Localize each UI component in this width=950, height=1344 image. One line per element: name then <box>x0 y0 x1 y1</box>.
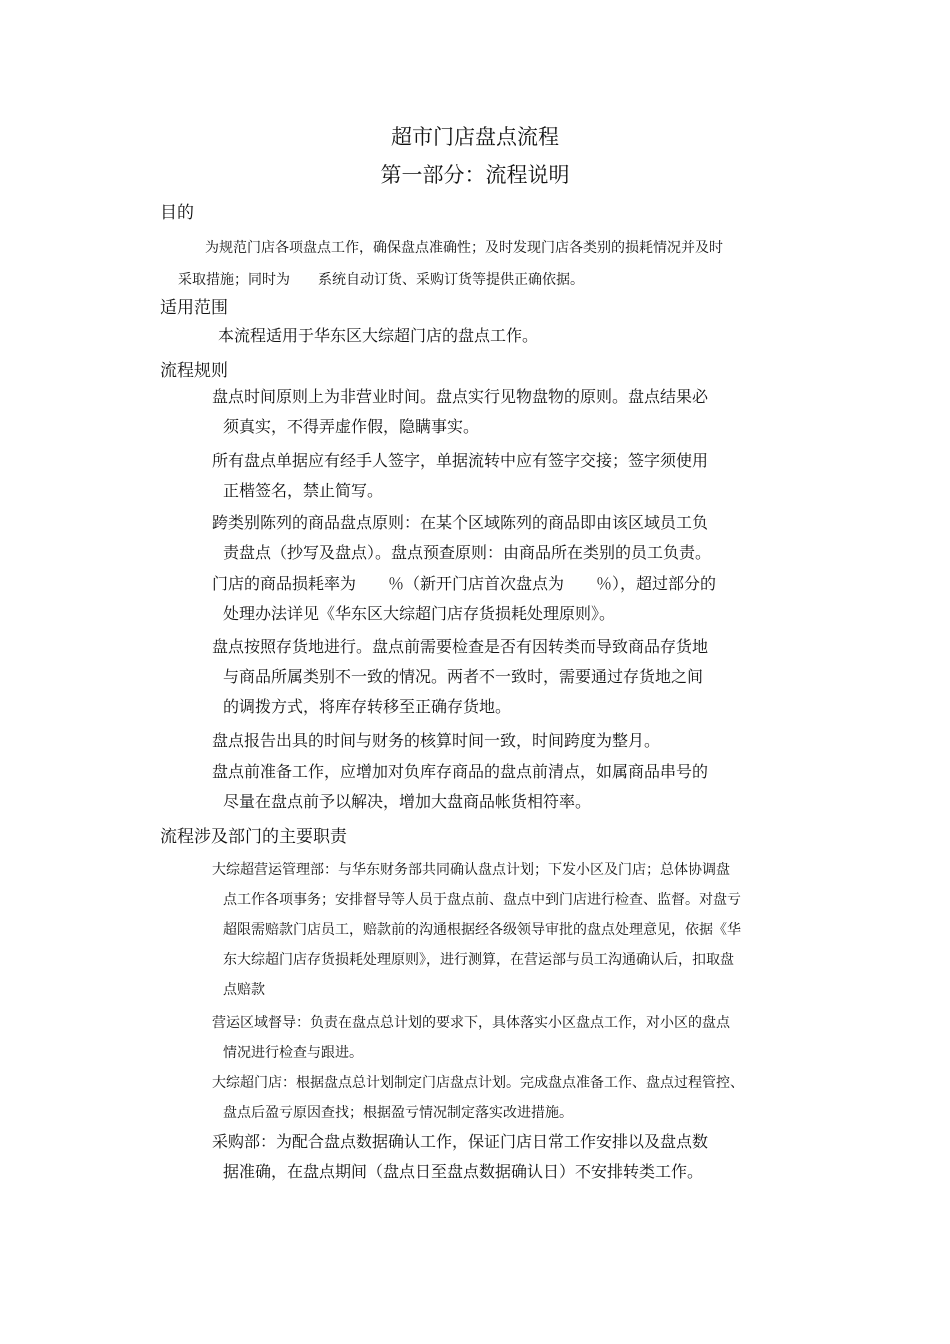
section-heading-rules: 流程规则 <box>160 361 228 381</box>
rule-item-1 <box>212 382 708 442</box>
rule-item-1-line-1: 盘点时间原则上为非营业时间。盘点实行见物盘物的原则。盘点结果必 <box>212 387 709 406</box>
duty-item-1-line-5: 点赔款 <box>223 982 265 998</box>
duty-item-1-line-4: 东大综超门店存货损耗处理原则》，进行测算，在营运部与员工沟通确认后，扣取盘 <box>223 952 734 968</box>
rule-item-6-line-1: 盘点报告出具的时间与财务的核算时间一致，时间跨度为整月。 <box>212 731 661 750</box>
duty-item-1-line-2: 点工作各项事务；安排督导等人员于盘点前、盘点中到门店进行检查、监督。对盘亏 <box>223 892 741 908</box>
duty-item-2 <box>212 1008 730 1068</box>
rule-item-4-line-2: 处理办法详见《华东区大综超门店存货损耗处理原则》。 <box>223 604 616 623</box>
document-title: 超市门店盘点流程 <box>391 125 559 149</box>
rule-item-5-line-2: 与商品所属类别不一致的情况。两者不一致时，需要通过存货地之间 <box>223 667 704 686</box>
rule-item-6 <box>212 726 660 756</box>
duty-item-2-line-1: 营运区域督导：负责在盘点总计划的要求下，具体落实小区盘点工作，对小区的盘点 <box>212 1015 730 1031</box>
duty-item-2-line-2: 情况进行检查与跟进。 <box>223 1045 363 1061</box>
purpose-text-line-2: 采取措施；同时为 系统自动订货、采购订货等提供正确依据。 <box>178 272 584 288</box>
duty-item-1-line-3: 超限需赔款门店员工，赔款前的沟通根据经各级领导审批的盘点处理意见，依据《华 <box>223 922 741 938</box>
purpose-text-line-1: 为规范门店各项盘点工作，确保盘点准确性；及时发现门店各类别的损耗情况并及时 <box>205 240 723 256</box>
duty-item-3-line-1: 大综超门店：根据盘点总计划制定门店盘点计划。完成盘点准备工作、盘点过程管控、 <box>212 1075 744 1091</box>
rule-item-2-line-1: 所有盘点单据应有经手人签字，单据流转中应有签字交接；签字须使用 <box>212 451 709 470</box>
rule-item-7-line-2: 尽量在盘点前予以解决，增加大盘商品帐货相符率。 <box>223 792 592 811</box>
duty-item-1-line-1: 大综超营运管理部：与华东财务部共同确认盘点计划；下发小区及门店；总体协调盘 <box>212 862 730 878</box>
section-heading-purpose: 目的 <box>160 203 194 223</box>
section-heading-scope: 适用范围 <box>160 298 228 318</box>
section-heading-duties: 流程涉及部门的主要职责 <box>160 827 347 847</box>
duty-item-3 <box>212 1068 744 1128</box>
rule-item-7-line-1: 盘点前准备工作，应增加对负库存商品的盘点前清点，如属商品串号的 <box>212 762 709 781</box>
scope-text: 本流程适用于华东区大综超门店的盘点工作。 <box>218 326 539 345</box>
duty-item-4 <box>212 1127 708 1187</box>
rule-item-5 <box>212 632 708 722</box>
rule-item-1-line-2: 须真实，不得弄虚作假，隐瞒事实。 <box>223 417 480 436</box>
rule-item-4-line-1: 门店的商品损耗率为 ％（新开门店首次盘点为 ％），超过部分的 <box>212 574 717 593</box>
document-subtitle: 第一部分：流程说明 <box>380 163 570 187</box>
rule-item-3-line-1: 跨类别陈列的商品盘点原则：在某个区域陈列的商品即由该区域员工负 <box>212 513 709 532</box>
duty-item-1 <box>212 855 741 1005</box>
rule-item-4 <box>212 569 716 629</box>
rule-item-3 <box>212 508 711 568</box>
rule-item-7 <box>212 757 708 817</box>
rule-item-5-line-1: 盘点按照存货地进行。盘点前需要检查是否有因转类而导致商品存货地 <box>212 637 709 656</box>
rule-item-2-line-2: 正楷签名，禁止简写。 <box>223 481 384 500</box>
rule-item-2 <box>212 446 708 506</box>
duty-item-4-line-2: 据准确，在盘点期间（盘点日至盘点数据确认日）不安排转类工作。 <box>223 1162 704 1181</box>
rule-item-5-line-3: 的调拨方式，将库存转移至正确存货地。 <box>223 697 512 716</box>
duty-item-4-line-1: 采购部：为配合盘点数据确认工作，保证门店日常工作安排以及盘点数 <box>212 1132 709 1151</box>
duty-item-3-line-2: 盘点后盈亏原因查找；根据盈亏情况制定落实改进措施。 <box>223 1105 573 1121</box>
rule-item-3-line-2: 责盘点（抄写及盘点）。盘点预查原则：由商品所在类别的员工负责。 <box>223 543 712 562</box>
